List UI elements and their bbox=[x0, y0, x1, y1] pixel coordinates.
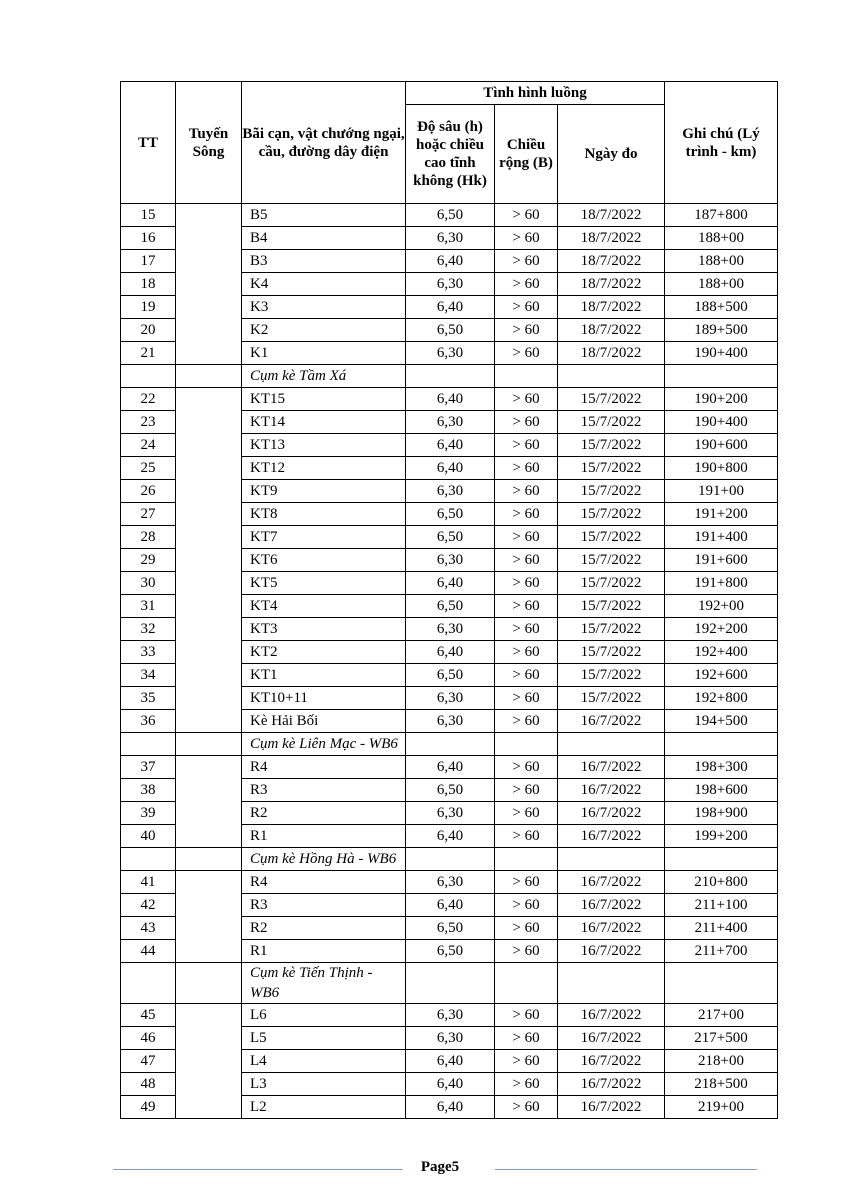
row-number: 32 bbox=[121, 618, 176, 641]
empty-cell bbox=[406, 963, 495, 1004]
depth-value: 6,30 bbox=[406, 687, 495, 710]
group-header-row bbox=[121, 733, 778, 756]
row-number: 15 bbox=[121, 204, 176, 227]
width-value: > 60 bbox=[495, 503, 558, 526]
obstacle-name: KT12 bbox=[242, 457, 406, 480]
obstacle-name: L3 bbox=[242, 1073, 406, 1096]
obstacle-name: R3 bbox=[242, 894, 406, 917]
obstacle-name: R3 bbox=[242, 779, 406, 802]
width-value: > 60 bbox=[495, 940, 558, 963]
width-value: > 60 bbox=[495, 618, 558, 641]
width-value: > 60 bbox=[495, 710, 558, 733]
measure-date: 16/7/2022 bbox=[558, 802, 665, 825]
measure-date: 18/7/2022 bbox=[558, 250, 665, 273]
depth-value: 6,40 bbox=[406, 388, 495, 411]
width-value: > 60 bbox=[495, 273, 558, 296]
depth-value: 6,50 bbox=[406, 503, 495, 526]
page-number: Page5 bbox=[420, 1159, 460, 1175]
depth-value: 6,50 bbox=[406, 779, 495, 802]
chainage-note: 187+800 bbox=[665, 204, 778, 227]
row-number: 46 bbox=[121, 1027, 176, 1050]
measure-date: 16/7/2022 bbox=[558, 1096, 665, 1119]
row-number: 39 bbox=[121, 802, 176, 825]
measure-date: 18/7/2022 bbox=[558, 204, 665, 227]
depth-value: 6,40 bbox=[406, 434, 495, 457]
empty-cell bbox=[176, 848, 242, 871]
header-channel-status: Tình hình luồng bbox=[406, 82, 665, 105]
empty-cell bbox=[495, 963, 558, 1004]
width-value: > 60 bbox=[495, 526, 558, 549]
measure-date: 15/7/2022 bbox=[558, 664, 665, 687]
width-value: > 60 bbox=[495, 1027, 558, 1050]
group-title: Cụm kè Liên Mạc - WB6 bbox=[242, 733, 406, 756]
obstacle-name: L2 bbox=[242, 1096, 406, 1119]
depth-value: 6,30 bbox=[406, 618, 495, 641]
river-cell bbox=[176, 756, 242, 848]
obstacle-name: K1 bbox=[242, 342, 406, 365]
width-value: > 60 bbox=[495, 342, 558, 365]
chainage-note: 191+600 bbox=[665, 549, 778, 572]
river-cell bbox=[176, 1004, 242, 1119]
row-number: 45 bbox=[121, 1004, 176, 1027]
empty-cell bbox=[121, 963, 176, 1004]
chainage-note: 211+400 bbox=[665, 917, 778, 940]
header-river: Tuyến Sông bbox=[176, 82, 242, 204]
row-number: 26 bbox=[121, 480, 176, 503]
empty-cell bbox=[558, 365, 665, 388]
table-row bbox=[121, 388, 778, 411]
header-date: Ngày đo bbox=[558, 105, 665, 204]
row-number: 28 bbox=[121, 526, 176, 549]
depth-value: 6,50 bbox=[406, 664, 495, 687]
row-number: 43 bbox=[121, 917, 176, 940]
measure-date: 15/7/2022 bbox=[558, 687, 665, 710]
measure-date: 15/7/2022 bbox=[558, 503, 665, 526]
obstacle-name: R1 bbox=[242, 825, 406, 848]
width-value: > 60 bbox=[495, 1073, 558, 1096]
chainage-note: 192+800 bbox=[665, 687, 778, 710]
obstacle-name: B5 bbox=[242, 204, 406, 227]
measure-date: 16/7/2022 bbox=[558, 917, 665, 940]
chainage-note: 191+800 bbox=[665, 572, 778, 595]
empty-cell bbox=[406, 733, 495, 756]
row-number: 42 bbox=[121, 894, 176, 917]
width-value: > 60 bbox=[495, 871, 558, 894]
row-number: 29 bbox=[121, 549, 176, 572]
measure-date: 16/7/2022 bbox=[558, 1027, 665, 1050]
row-number: 31 bbox=[121, 595, 176, 618]
depth-value: 6,30 bbox=[406, 411, 495, 434]
page-footer bbox=[0, 1158, 849, 1180]
depth-value: 6,40 bbox=[406, 756, 495, 779]
table-row bbox=[121, 756, 778, 779]
obstacle-name: KT4 bbox=[242, 595, 406, 618]
measure-date: 15/7/2022 bbox=[558, 618, 665, 641]
measure-date: 18/7/2022 bbox=[558, 296, 665, 319]
row-number: 33 bbox=[121, 641, 176, 664]
river-cell bbox=[176, 204, 242, 365]
measure-date: 16/7/2022 bbox=[558, 1050, 665, 1073]
measure-date: 15/7/2022 bbox=[558, 411, 665, 434]
river-channel-table bbox=[120, 81, 778, 1119]
depth-value: 6,40 bbox=[406, 296, 495, 319]
obstacle-name: R2 bbox=[242, 802, 406, 825]
width-value: > 60 bbox=[495, 411, 558, 434]
width-value: > 60 bbox=[495, 227, 558, 250]
depth-value: 6,30 bbox=[406, 549, 495, 572]
chainage-note: 189+500 bbox=[665, 319, 778, 342]
measure-date: 16/7/2022 bbox=[558, 779, 665, 802]
obstacle-name: KT8 bbox=[242, 503, 406, 526]
chainage-note: 188+00 bbox=[665, 273, 778, 296]
row-number: 20 bbox=[121, 319, 176, 342]
header-note: Ghi chú (Lý trình - km) bbox=[665, 82, 778, 204]
obstacle-name: R4 bbox=[242, 871, 406, 894]
row-number: 35 bbox=[121, 687, 176, 710]
chainage-note: 188+00 bbox=[665, 227, 778, 250]
row-number: 23 bbox=[121, 411, 176, 434]
width-value: > 60 bbox=[495, 1050, 558, 1073]
depth-value: 6,30 bbox=[406, 1004, 495, 1027]
chainage-note: 190+200 bbox=[665, 388, 778, 411]
chainage-note: 190+800 bbox=[665, 457, 778, 480]
empty-cell bbox=[176, 365, 242, 388]
empty-cell bbox=[495, 733, 558, 756]
measure-date: 18/7/2022 bbox=[558, 273, 665, 296]
header-depth: Độ sâu (h) hoặc chiều cao tĩnh không (Hk) bbox=[406, 105, 495, 204]
measure-date: 15/7/2022 bbox=[558, 641, 665, 664]
width-value: > 60 bbox=[495, 917, 558, 940]
chainage-note: 188+00 bbox=[665, 250, 778, 273]
measure-date: 15/7/2022 bbox=[558, 526, 665, 549]
chainage-note: 198+300 bbox=[665, 756, 778, 779]
chainage-note: 191+00 bbox=[665, 480, 778, 503]
width-value: > 60 bbox=[495, 296, 558, 319]
footer-rule-left bbox=[113, 1169, 403, 1170]
depth-value: 6,30 bbox=[406, 342, 495, 365]
width-value: > 60 bbox=[495, 825, 558, 848]
empty-cell bbox=[495, 848, 558, 871]
row-number: 18 bbox=[121, 273, 176, 296]
measure-date: 16/7/2022 bbox=[558, 1073, 665, 1096]
row-number: 48 bbox=[121, 1073, 176, 1096]
obstacle-name: B4 bbox=[242, 227, 406, 250]
chainage-note: 190+400 bbox=[665, 342, 778, 365]
empty-cell bbox=[121, 733, 176, 756]
width-value: > 60 bbox=[495, 480, 558, 503]
group-title: Cụm kè Tiến Thịnh - WB6 bbox=[242, 963, 406, 1004]
depth-value: 6,30 bbox=[406, 802, 495, 825]
obstacle-name: R4 bbox=[242, 756, 406, 779]
table-row bbox=[121, 204, 778, 227]
row-number: 25 bbox=[121, 457, 176, 480]
width-value: > 60 bbox=[495, 434, 558, 457]
row-number: 38 bbox=[121, 779, 176, 802]
header-width: Chiều rộng (B) bbox=[495, 105, 558, 204]
empty-cell bbox=[665, 733, 778, 756]
width-value: > 60 bbox=[495, 802, 558, 825]
chainage-note: 188+500 bbox=[665, 296, 778, 319]
chainage-note: 192+600 bbox=[665, 664, 778, 687]
table-row bbox=[121, 871, 778, 894]
obstacle-name: KT14 bbox=[242, 411, 406, 434]
chainage-note: 217+00 bbox=[665, 1004, 778, 1027]
obstacle-name: K3 bbox=[242, 296, 406, 319]
group-header-row bbox=[121, 848, 778, 871]
empty-cell bbox=[495, 365, 558, 388]
depth-value: 6,50 bbox=[406, 204, 495, 227]
row-number: 44 bbox=[121, 940, 176, 963]
row-number: 19 bbox=[121, 296, 176, 319]
chainage-note: 199+200 bbox=[665, 825, 778, 848]
chainage-note: 211+100 bbox=[665, 894, 778, 917]
table-body bbox=[121, 204, 778, 1119]
river-cell bbox=[176, 388, 242, 733]
obstacle-name: L4 bbox=[242, 1050, 406, 1073]
chainage-note: 192+400 bbox=[665, 641, 778, 664]
width-value: > 60 bbox=[495, 894, 558, 917]
empty-cell bbox=[176, 963, 242, 1004]
depth-value: 6,30 bbox=[406, 871, 495, 894]
group-title: Cụm kè Tầm Xá bbox=[242, 365, 406, 388]
chainage-note: 198+900 bbox=[665, 802, 778, 825]
empty-cell bbox=[665, 963, 778, 1004]
depth-value: 6,50 bbox=[406, 595, 495, 618]
chainage-note: 190+600 bbox=[665, 434, 778, 457]
empty-cell bbox=[665, 848, 778, 871]
obstacle-name: KT6 bbox=[242, 549, 406, 572]
footer-rule-right bbox=[495, 1169, 757, 1170]
chainage-note: 198+600 bbox=[665, 779, 778, 802]
row-number: 16 bbox=[121, 227, 176, 250]
measure-date: 16/7/2022 bbox=[558, 894, 665, 917]
header-obstacle: Bãi cạn, vật chướng ngại, cầu, đường dây điện bbox=[242, 82, 406, 204]
empty-cell bbox=[406, 848, 495, 871]
empty-cell bbox=[121, 848, 176, 871]
obstacle-name: KT3 bbox=[242, 618, 406, 641]
width-value: > 60 bbox=[495, 388, 558, 411]
depth-value: 6,40 bbox=[406, 1073, 495, 1096]
group-header-row bbox=[121, 963, 778, 1004]
depth-value: 6,50 bbox=[406, 319, 495, 342]
measure-date: 16/7/2022 bbox=[558, 940, 665, 963]
depth-value: 6,30 bbox=[406, 710, 495, 733]
obstacle-name: KT1 bbox=[242, 664, 406, 687]
river-cell bbox=[176, 871, 242, 963]
row-number: 22 bbox=[121, 388, 176, 411]
depth-value: 6,30 bbox=[406, 227, 495, 250]
measure-date: 15/7/2022 bbox=[558, 595, 665, 618]
measure-date: 15/7/2022 bbox=[558, 434, 665, 457]
measure-date: 18/7/2022 bbox=[558, 342, 665, 365]
width-value: > 60 bbox=[495, 204, 558, 227]
chainage-note: 192+00 bbox=[665, 595, 778, 618]
depth-value: 6,50 bbox=[406, 526, 495, 549]
obstacle-name: R2 bbox=[242, 917, 406, 940]
width-value: > 60 bbox=[495, 641, 558, 664]
table-row bbox=[121, 1004, 778, 1027]
depth-value: 6,40 bbox=[406, 250, 495, 273]
width-value: > 60 bbox=[495, 572, 558, 595]
width-value: > 60 bbox=[495, 319, 558, 342]
group-title: Cụm kè Hồng Hà - WB6 bbox=[242, 848, 406, 871]
empty-cell bbox=[121, 365, 176, 388]
row-number: 30 bbox=[121, 572, 176, 595]
measure-date: 16/7/2022 bbox=[558, 756, 665, 779]
row-number: 36 bbox=[121, 710, 176, 733]
measure-date: 15/7/2022 bbox=[558, 480, 665, 503]
empty-cell bbox=[665, 365, 778, 388]
obstacle-name: KT13 bbox=[242, 434, 406, 457]
row-number: 37 bbox=[121, 756, 176, 779]
depth-value: 6,40 bbox=[406, 1096, 495, 1119]
depth-value: 6,40 bbox=[406, 825, 495, 848]
obstacle-name: KT15 bbox=[242, 388, 406, 411]
obstacle-name: L5 bbox=[242, 1027, 406, 1050]
row-number: 34 bbox=[121, 664, 176, 687]
obstacle-name: L6 bbox=[242, 1004, 406, 1027]
width-value: > 60 bbox=[495, 687, 558, 710]
width-value: > 60 bbox=[495, 549, 558, 572]
row-number: 21 bbox=[121, 342, 176, 365]
empty-cell bbox=[406, 365, 495, 388]
measure-date: 16/7/2022 bbox=[558, 710, 665, 733]
chainage-note: 218+500 bbox=[665, 1073, 778, 1096]
obstacle-name: KT2 bbox=[242, 641, 406, 664]
width-value: > 60 bbox=[495, 779, 558, 802]
empty-cell bbox=[176, 733, 242, 756]
chainage-note: 191+200 bbox=[665, 503, 778, 526]
depth-value: 6,40 bbox=[406, 641, 495, 664]
depth-value: 6,30 bbox=[406, 273, 495, 296]
width-value: > 60 bbox=[495, 595, 558, 618]
depth-value: 6,30 bbox=[406, 480, 495, 503]
width-value: > 60 bbox=[495, 1096, 558, 1119]
row-number: 17 bbox=[121, 250, 176, 273]
obstacle-name: Kè Hải Bối bbox=[242, 710, 406, 733]
measure-date: 18/7/2022 bbox=[558, 227, 665, 250]
chainage-note: 190+400 bbox=[665, 411, 778, 434]
chainage-note: 210+800 bbox=[665, 871, 778, 894]
chainage-note: 194+500 bbox=[665, 710, 778, 733]
chainage-note: 192+200 bbox=[665, 618, 778, 641]
depth-value: 6,40 bbox=[406, 457, 495, 480]
obstacle-name: K4 bbox=[242, 273, 406, 296]
depth-value: 6,50 bbox=[406, 917, 495, 940]
width-value: > 60 bbox=[495, 1004, 558, 1027]
measure-date: 16/7/2022 bbox=[558, 825, 665, 848]
width-value: > 60 bbox=[495, 250, 558, 273]
obstacle-name: R1 bbox=[242, 940, 406, 963]
chainage-note: 191+400 bbox=[665, 526, 778, 549]
obstacle-name: KT5 bbox=[242, 572, 406, 595]
header-tt: TT bbox=[121, 82, 176, 204]
row-number: 47 bbox=[121, 1050, 176, 1073]
row-number: 49 bbox=[121, 1096, 176, 1119]
width-value: > 60 bbox=[495, 457, 558, 480]
empty-cell bbox=[558, 848, 665, 871]
chainage-note: 218+00 bbox=[665, 1050, 778, 1073]
measure-date: 16/7/2022 bbox=[558, 871, 665, 894]
obstacle-name: K2 bbox=[242, 319, 406, 342]
group-header-row bbox=[121, 365, 778, 388]
width-value: > 60 bbox=[495, 664, 558, 687]
depth-value: 6,30 bbox=[406, 1027, 495, 1050]
chainage-note: 211+700 bbox=[665, 940, 778, 963]
depth-value: 6,40 bbox=[406, 1050, 495, 1073]
row-number: 24 bbox=[121, 434, 176, 457]
obstacle-name: KT10+11 bbox=[242, 687, 406, 710]
row-number: 41 bbox=[121, 871, 176, 894]
obstacle-name: KT9 bbox=[242, 480, 406, 503]
row-number: 27 bbox=[121, 503, 176, 526]
obstacle-name: B3 bbox=[242, 250, 406, 273]
depth-value: 6,40 bbox=[406, 894, 495, 917]
measure-date: 15/7/2022 bbox=[558, 388, 665, 411]
empty-cell bbox=[558, 733, 665, 756]
measure-date: 15/7/2022 bbox=[558, 572, 665, 595]
measure-date: 15/7/2022 bbox=[558, 549, 665, 572]
measure-date: 18/7/2022 bbox=[558, 319, 665, 342]
width-value: > 60 bbox=[495, 756, 558, 779]
empty-cell bbox=[558, 963, 665, 1004]
depth-value: 6,50 bbox=[406, 940, 495, 963]
measure-date: 15/7/2022 bbox=[558, 457, 665, 480]
measure-date: 16/7/2022 bbox=[558, 1004, 665, 1027]
row-number: 40 bbox=[121, 825, 176, 848]
chainage-note: 217+500 bbox=[665, 1027, 778, 1050]
obstacle-name: KT7 bbox=[242, 526, 406, 549]
depth-value: 6,40 bbox=[406, 572, 495, 595]
chainage-note: 219+00 bbox=[665, 1096, 778, 1119]
